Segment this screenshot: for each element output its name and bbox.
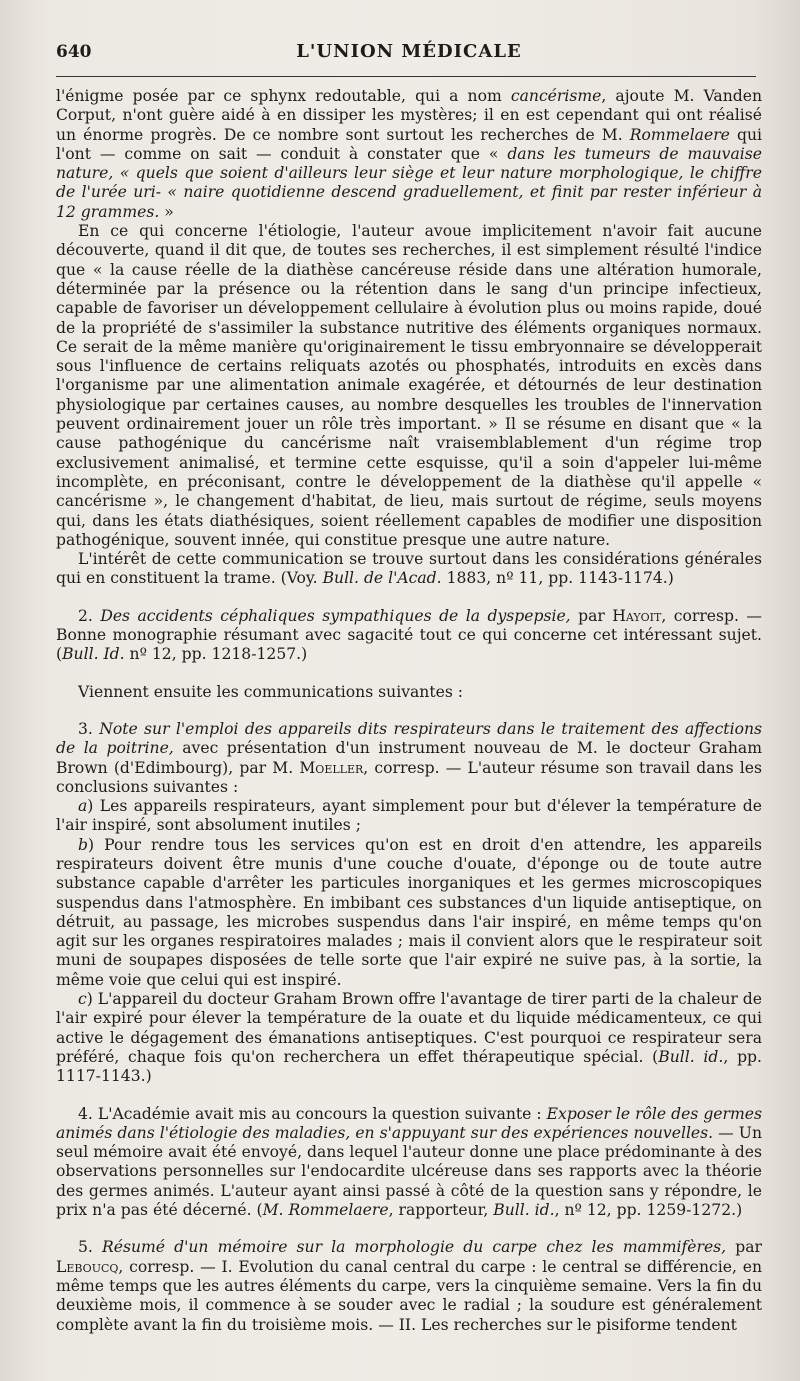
text-run: ) L'appareil du docteur Graham Brown offre l'avantage de tirer parti de la chaleur de l'air expiré pour élever la température de la ouate et du liquide médicamenteux, ce qui active le dégagement des émanations antiseptiques. C'est pourquoi ce respirateur sera préféré, chaque fois qu'on recherchera un effet thérapeutique spécial. ( (56, 990, 762, 1066)
journal-title: L'UNION MÉDICALE (296, 41, 522, 62)
text-run: Viennent ensuite les communications suivantes : (78, 682, 464, 701)
text-run: 5. (78, 1238, 102, 1257)
text-run: cancérisme (510, 87, 602, 105)
text-run: Résumé d'un mémoire sur la morphologie du carpe chez les mammifères, (101, 1238, 727, 1257)
text-run: , corresp. — L'auteur résume son travail dans les conclusions suivantes : (56, 758, 762, 796)
text-run: a (78, 797, 88, 816)
text-run: c (78, 990, 87, 1009)
text-run: l'énigme posée par ce sphynx redoutable, qui a nom (56, 87, 511, 105)
text-run: 3. (78, 719, 100, 738)
text-run: , corresp. — I. Evolution du canal central du carpe : le central se différencie, en même temps que les autres éléments du carpe, vers la cinquième semaine. Vers la fin du deuxième mois, il commence à se souder avec le radial ; la soudure est généralement complète avant la fin du troisième mois. — II. Les recherches sur le pisiforme tendent (56, 1257, 762, 1334)
text-run: Note sur l'emploi des appareils dits respirateurs dans le traitement des affections de la poitrine, (56, 719, 762, 758)
text-run: L'intérêt de cette communication se trouve surtout dans les considérations générales qui en constituent la trame. (Voy. (56, 550, 762, 588)
paragraph-p10 (56, 1105, 762, 1221)
paragraph-p7 (56, 797, 762, 836)
text-run: qui l'ont — comme on sait — conduit à constater que « (56, 125, 762, 163)
text-run: Hayoit (612, 606, 662, 625)
text-run: ) Pour rendre tous les services qu'on est en droit d'en attendre, les appareils respirateurs doivent être munis d'une couche d'ouate, d'éponge ou de toute autre substance capable d'arrêter les particules inorganiques et les germes microscopiques suspendus dans l'atmosphère. En imbibant ces substances d'un liquide antiseptique, on détruit, au passage, les microbes suspendus dans l'air inspiré, en même temps qu'on agit sur les organes respiratoires malades ; mais il convient alors que le respirateur soit muni de soupapes disposées de telle sorte que l'air expiré ne suive pas, à la sortie, la même voie que celui qui est inspiré. (56, 835, 762, 989)
text-run: , rapporteur, (388, 1201, 494, 1220)
paragraph-p1 (56, 87, 762, 222)
text-run: , ajoute M. Vanden Corput, n'ont guère aidé à en dissiper les mystères; il en est cependant qui ont réalisé un énorme progrès. De ce nombre sont surtout les recherches de M. (56, 87, 763, 144)
text-run: M. Rommelaere (262, 1201, 389, 1220)
text-run: 4. L'Académie avait mis au concours la question suivante : (78, 1104, 547, 1123)
paragraph-p4 (56, 607, 762, 665)
paragraph-p11 (56, 1238, 762, 1334)
paragraph-p2 (56, 222, 762, 550)
text-run: Exposer le rôle des germes animés dans l'étiologie des maladies, en s'appuyant sur des expériences nouvelles. (56, 1104, 762, 1142)
text-run: » (159, 202, 174, 221)
text-run: Moeller (299, 758, 364, 777)
paragraph-p9 (56, 990, 762, 1086)
page-header (56, 38, 762, 68)
text-run: , corresp. — Bonne monographie résumant avec sagacité tout ce qui concerne cet intéressant sujet. ( (56, 606, 762, 664)
article-body (56, 87, 762, 1335)
text-run: Bull. id. (658, 1047, 724, 1066)
text-run: Bull. Id. (62, 645, 125, 664)
text-run: b (78, 835, 88, 854)
text-run: par (570, 606, 613, 625)
text-run: ) Les appareils respirateurs, ayant simplement pour but d'élever la température de l'air inspiré, sont absolument inutiles ; (56, 797, 762, 835)
text-run: 2. (78, 606, 101, 625)
text-run: par (726, 1238, 762, 1257)
text-run: 1883, nº 11, pp. 1143-1174.) (441, 569, 674, 588)
text-run: — Un seul mémoire avait été envoyé, dans lequel l'auteur donne une place prédominante à des observations personnelles sur l'endocardite ulcéreuse dans ses rapports avec la théorie des germes animés. L'auteur ayant ainsi passé à côté de la question sans y répondre, le prix n'a pas été décerné. ( (56, 1123, 762, 1220)
text-run: En ce qui concerne l'étiologie, l'auteur avoue implicitement n'avoir fait aucune découverte, quand il dit que, de toutes ses recherches, il est simplement résulté l'indice que « la cause réelle de la diathèse cancéreuse réside dans une altération humorale, déterminée par la présence ou la rétention dans le sang d'un principe infectieux, capable de favoriser un développement cellulaire à évolution plus ou moins rapide, doué de la propriété de s'assimiler la substance nutritive des éléments organiques normaux. Ce serait de la même manière qu'originairement le tissu embryonnaire se développerait sous l'influence de certains reliquats azotés ou phosphatés, introduits en excès dans l'organisme par une alimentation animale exagérée, et détournés de leur destination physiologique par certaines causes, au nombre desquelles les troubles de l'innervation peuvent ordinairement jouer un rôle très important. » Il se résume en disant que « la cause pathogénique du cancérisme naît vraisemblablement d'un régime trop exclusivement animalisé, et termine cette esquisse, qu'il a soin d'appeler lui-même incomplète, en préconisant, contre le développement de la diathèse qu'il appelle « cancérisme », le changement d'habitat, de lieu, mais surtout de régime, seuls moyens qui, dans les états diathésiques, soient réellement capables de modifier une disposition pathogénique, souvent innée, qui constitue presque une autre nature. (56, 222, 762, 549)
text-run: , pp. 1117-1143.) (56, 1047, 762, 1086)
page-number: 640 (56, 42, 92, 62)
text-run: Des accidents céphaliques sympathiques de la dyspepsie, (100, 606, 571, 625)
paragraph-p8 (56, 836, 762, 990)
paragraph-p5 (56, 683, 762, 702)
paragraph-p6 (56, 720, 762, 797)
text-run: nº 12, pp. 1218-1257.) (124, 645, 308, 664)
paragraph-p3 (56, 550, 762, 589)
text-run: Rommelaere (629, 125, 730, 144)
text-run: avec présentation d'un instrument nouveau de M. le docteur Graham Brown (d'Edimbourg), par M. (56, 739, 762, 777)
header-rule (56, 76, 756, 77)
text-run: Bull. id. (493, 1201, 555, 1220)
text-run: Bull. de l'Acad. (322, 569, 442, 588)
text-run: Leboucq (56, 1257, 119, 1276)
text-run: , nº 12, pp. 1259-1272.) (554, 1201, 743, 1220)
text-run: dans les tumeurs de mauvaise nature, « quels que soient d'ailleurs leur siège et leur nature morphologique, le chiffre de l'urée uri- « naire quotidienne descend graduellement, et finit par rester inférieur à 12 grammes. (56, 144, 763, 221)
